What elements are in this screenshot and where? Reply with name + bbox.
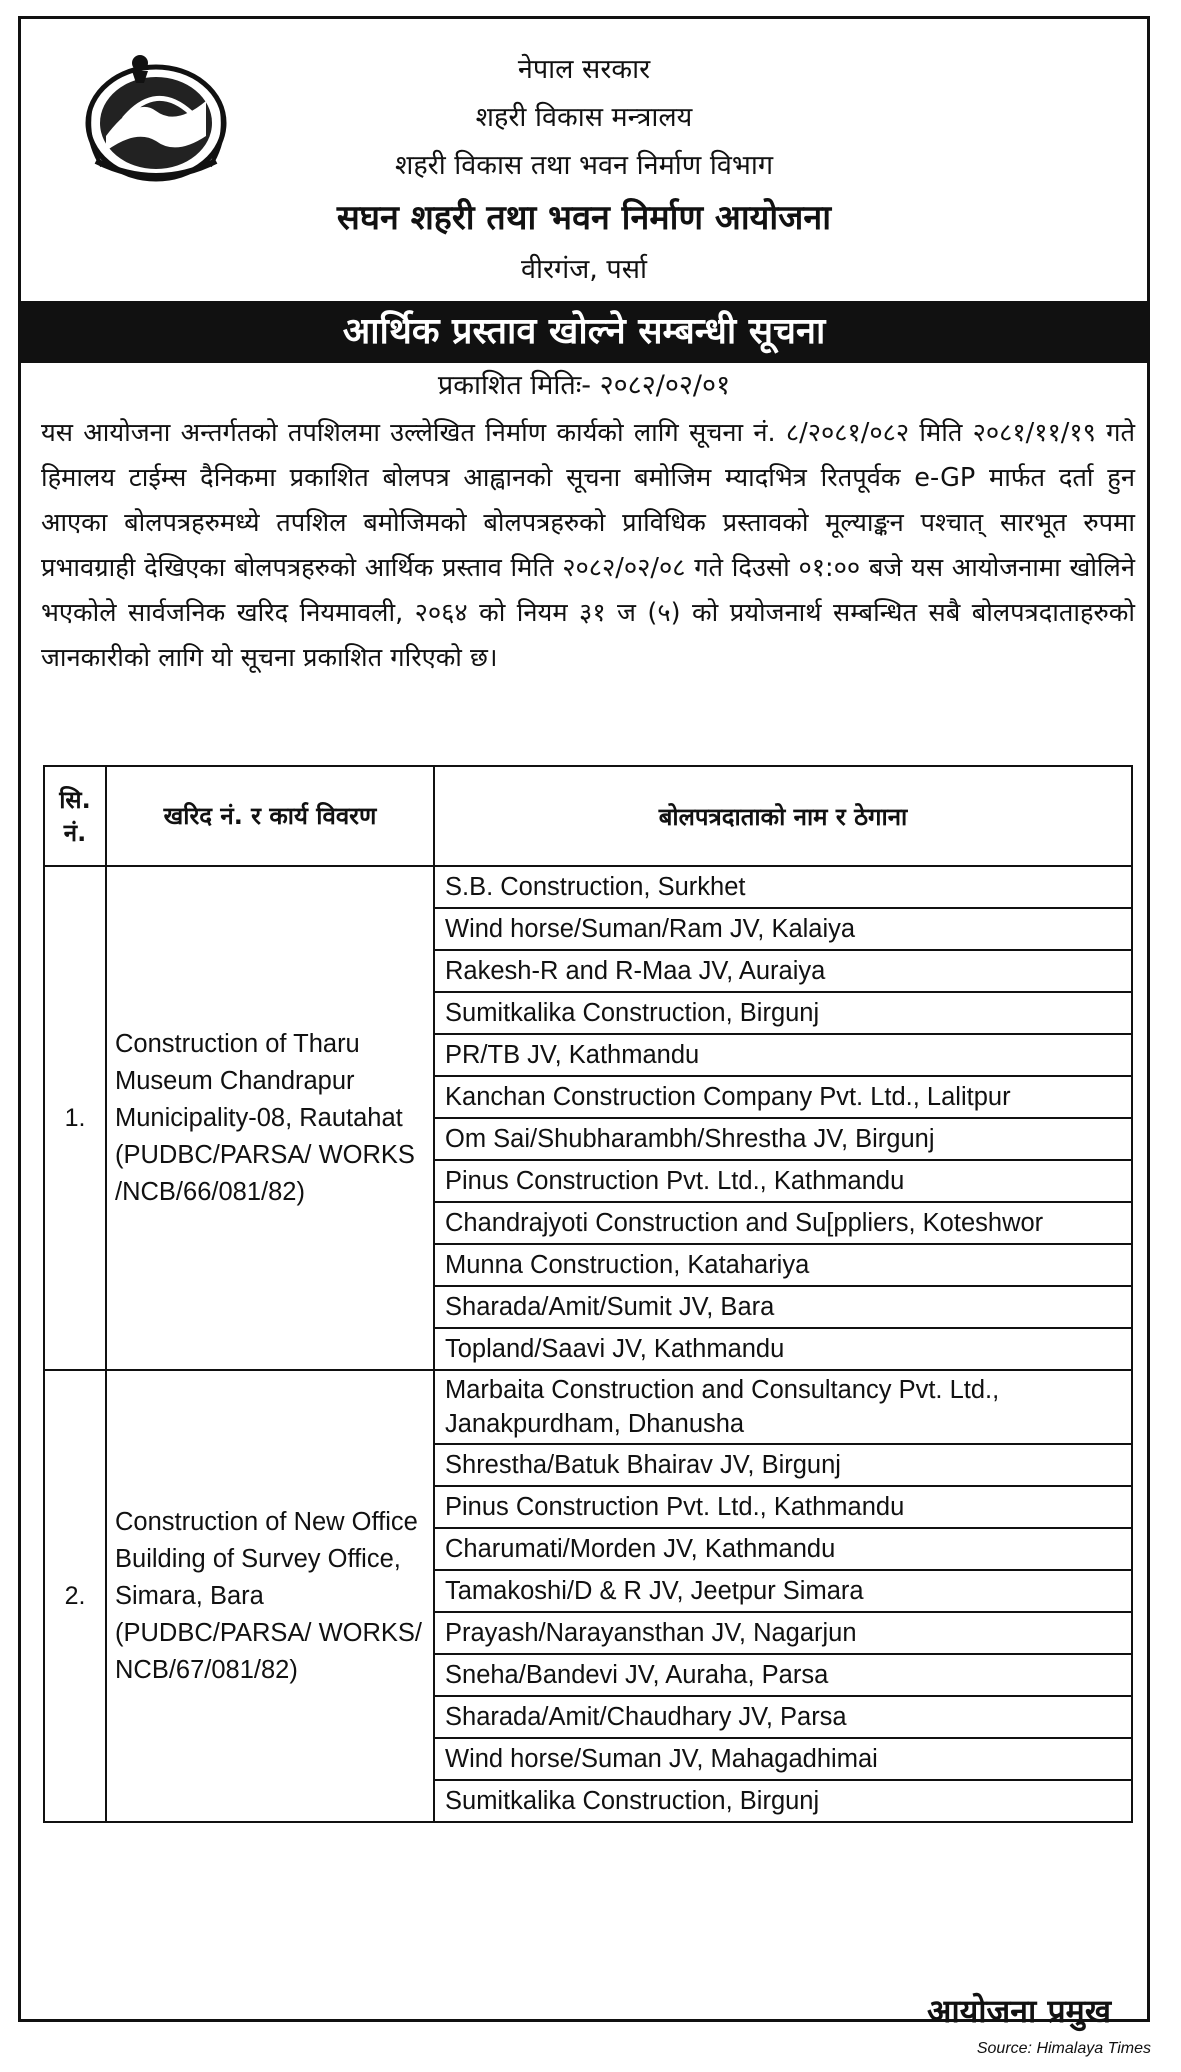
bidder-name: S.B. Construction, Surkhet <box>434 866 1132 908</box>
table-header-row <box>44 766 1132 866</box>
table-row <box>44 866 1132 908</box>
bidder-name: Charumati/Morden JV, Kathmandu <box>434 1528 1132 1570</box>
col-header-bidders: बोलपत्रदाताको नाम र ठेगाना <box>434 766 1132 866</box>
bidder-name: Topland/Saavi JV, Kathmandu <box>434 1328 1132 1370</box>
serial-number: 1. <box>44 866 106 1370</box>
bidder-name: Chandrajyoti Construction and Su[ppliers, Koteshwor <box>434 1202 1132 1244</box>
bidder-name: Sharada/Amit/Chaudhary JV, Parsa <box>434 1696 1132 1738</box>
notice-frame <box>18 16 1150 2030</box>
bidder-name: Wind horse/Suman/Ram JV, Kalaiya <box>434 908 1132 950</box>
bidder-name: Pinus Construction Pvt. Ltd., Kathmandu <box>434 1160 1132 1202</box>
bidder-name: Prayash/Narayansthan JV, Nagarjun <box>434 1612 1132 1654</box>
bidder-name: Sumitkalika Construction, Birgunj <box>434 992 1132 1034</box>
bidder-name: PR/TB JV, Kathmandu <box>434 1034 1132 1076</box>
work-description: Construction of Tharu Museum Chandrapur Municipality-08, Rautahat (PUDBC/PARSA/ WORKS /NCB/66/081/82) <box>106 866 434 1370</box>
bidder-name: Sharada/Amit/Sumit JV, Bara <box>434 1286 1132 1328</box>
bidder-name: Shrestha/Batuk Bhairav JV, Birgunj <box>434 1444 1132 1486</box>
bidder-name: Kanchan Construction Company Pvt. Ltd., Lalitpur <box>434 1076 1132 1118</box>
table-body <box>44 866 1132 1822</box>
bidder-name: Sneha/Bandevi JV, Auraha, Parsa <box>434 1654 1132 1696</box>
bidder-name: Tamakoshi/D & R JV, Jeetpur Simara <box>434 1570 1132 1612</box>
signature-title: आयोजना प्रमुख <box>926 1992 1111 2030</box>
source-credit: Source: Himalaya Times <box>976 2040 1151 2057</box>
col-header-description: खरिद नं. र कार्य विवरण <box>106 766 434 866</box>
bidder-name: Rakesh-R and R-Maa JV, Auraiya <box>434 950 1132 992</box>
notice-body: यस आयोजना अन्तर्गतको तपशिलमा उल्लेखित निर्माण कार्यको लागि सूचना नं. ८/२०८१/०८२ मिति २०८१/११/१९ गते हिमालय टाईम्स दैनिकमा प्रकाशित बोलपत्र आह्वानको सूचना बमोजिम म्यादभित्र रितपूर्वक e-GP मार्फत दर्ता हुन आएका बोलपत्रहरुमध्ये तपशिल बमोजिमको बोलपत्रहरुको प्राविधिक प्रस्तावको मूल्याङ्कन पश्चात् सारभूत रुपमा प्रभावग्राही देखिएका बोलपत्रहरुको आर्थिक प्रस्ताव मिति २०८२/०२/०८ गते दिउसो ०१:०० बजे यस आयोजनामा खोलिने भएकोले सार्वजनिक खरिद नियमावली, २०६४ को नियम ३१ ज (५) को प्रयोजनार्थ सम्बन्धित सबै बोलपत्रदाताहरुको जानकारीको लागि यो सूचना प्रकाशित गरिएको छ। <box>41 418 1135 673</box>
gov-name: नेपाल सरकार <box>517 54 651 85</box>
col-header-sn: सि. नं. <box>44 766 106 866</box>
work-description: Construction of New Office Building of Survey Office, Simara, Bara (PUDBC/PARSA/ WORKS/ NCB/67/081/82) <box>106 1370 434 1822</box>
bidders-table <box>43 765 1133 1823</box>
bidder-name: Pinus Construction Pvt. Ltd., Kathmandu <box>434 1486 1132 1528</box>
department-name: शहरी विकास तथा भवन निर्माण विभाग <box>394 150 774 181</box>
table-row <box>44 1370 1132 1444</box>
notice-title: आर्थिक प्रस्ताव खोल्ने सम्बन्धी सूचना <box>21 301 1147 363</box>
bidder-name: Sumitkalika Construction, Birgunj <box>434 1780 1132 1822</box>
publication-date: प्रकाशित मितिः- २०८२/०२/०१ <box>437 370 731 401</box>
bidder-name: Marbaita Construction and Consultancy Pvt. Ltd., Janakpurdham, Dhanusha <box>434 1370 1132 1444</box>
bidder-name: Munna Construction, Katahariya <box>434 1244 1132 1286</box>
project-name: सघन शहरी तथा भवन निर्माण आयोजना <box>336 198 832 238</box>
serial-number: 2. <box>44 1370 106 1822</box>
bidder-name: Om Sai/Shubharambh/Shrestha JV, Birgunj <box>434 1118 1132 1160</box>
project-location: वीरगंज, पर्सा <box>520 254 648 285</box>
ministry-name: शहरी विकास मन्त्रालय <box>475 102 693 133</box>
bidder-name: Wind horse/Suman JV, Mahagadhimai <box>434 1738 1132 1780</box>
